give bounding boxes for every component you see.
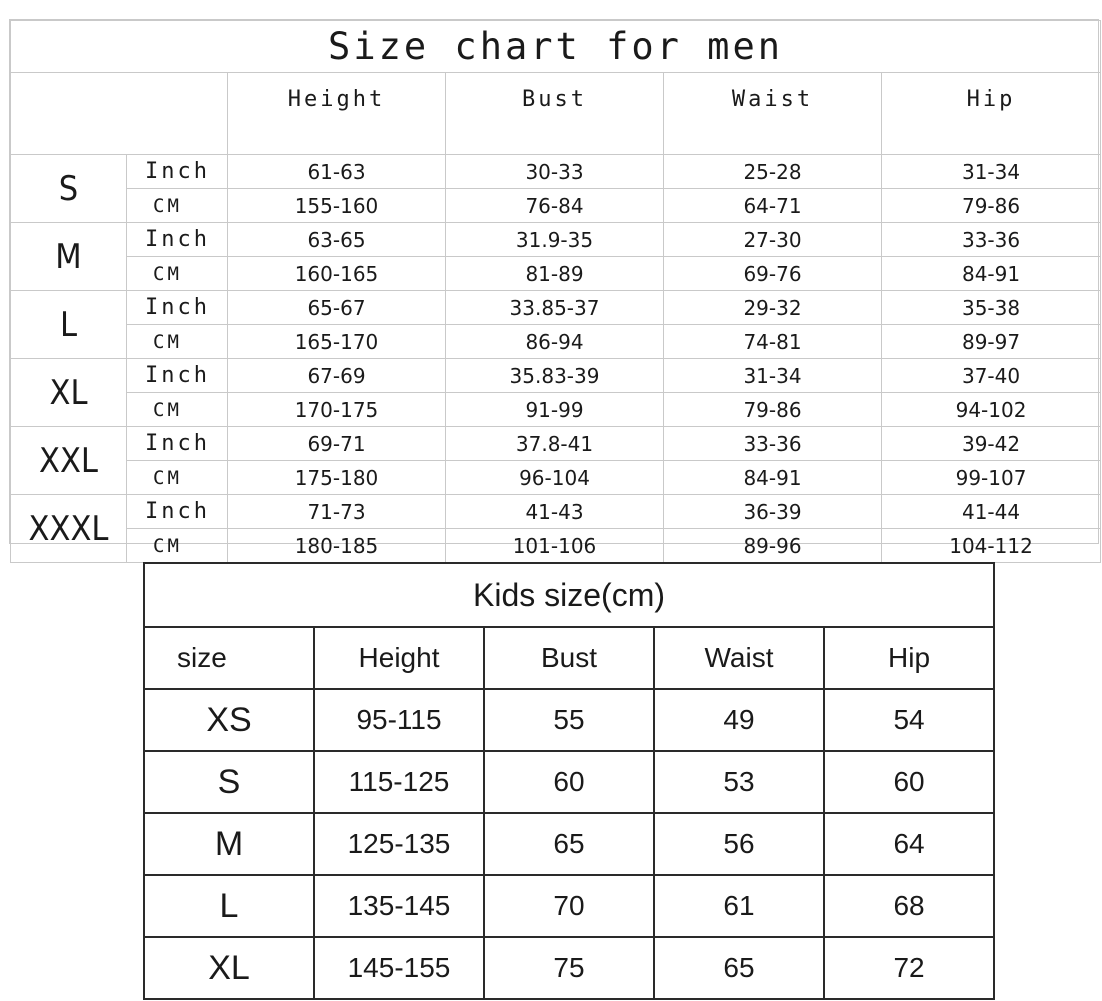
kids-height-cell: 145-155	[314, 937, 484, 999]
men-bust-cm-cell: 101-106	[446, 529, 664, 563]
men-bust-inch-cell: 35.83-39	[446, 359, 664, 393]
men-size-label: XXL	[11, 427, 127, 495]
kids-size-cell: M	[144, 813, 314, 875]
men-waist-cm-cell: 79-86	[664, 393, 882, 427]
men-waist-inch-cell: 25-28	[664, 155, 882, 189]
men-row-cm	[11, 257, 1101, 291]
kids-header-hip: Hip	[824, 627, 994, 689]
men-height-cm-cell: 175-180	[228, 461, 446, 495]
kids-hip-cell: 64	[824, 813, 994, 875]
men-header-hip: Hip	[882, 73, 1101, 155]
men-row-cm	[11, 393, 1101, 427]
men-unit-inch: Inch	[127, 155, 228, 189]
men-height-inch-cell: 69-71	[228, 427, 446, 461]
men-header-bust: Bust	[446, 73, 664, 155]
men-bust-cm-cell: 81-89	[446, 257, 664, 291]
kids-waist-cell: 49	[654, 689, 824, 751]
kids-bust-cell: 60	[484, 751, 654, 813]
men-hip-inch-cell: 35-38	[882, 291, 1101, 325]
men-height-inch-cell: 65-67	[228, 291, 446, 325]
men-unit-cm: CM	[127, 189, 228, 223]
men-unit-cm: CM	[127, 461, 228, 495]
kids-size-cell: L	[144, 875, 314, 937]
men-bust-cm-cell: 91-99	[446, 393, 664, 427]
men-height-cm-cell: 160-165	[228, 257, 446, 291]
men-waist-inch-cell: 31-34	[664, 359, 882, 393]
kids-bust-cell: 65	[484, 813, 654, 875]
men-unit-cm: CM	[127, 393, 228, 427]
kids-table-row	[144, 813, 994, 875]
men-hip-cm-cell: 89-97	[882, 325, 1101, 359]
men-row-cm	[11, 529, 1101, 563]
men-size-chart	[9, 19, 1099, 558]
men-bust-inch-cell: 31.9-35	[446, 223, 664, 257]
men-header-height: Height	[228, 73, 446, 155]
men-unit-inch: Inch	[127, 223, 228, 257]
men-row-cm	[11, 189, 1101, 223]
men-hip-inch-cell: 39-42	[882, 427, 1101, 461]
men-bust-cm-cell: 76-84	[446, 189, 664, 223]
men-header-waist: Waist	[664, 73, 882, 155]
kids-header-size: size	[144, 627, 314, 689]
kids-header-bust: Bust	[484, 627, 654, 689]
men-row-cm	[11, 461, 1101, 495]
men-size-label: M	[11, 223, 127, 291]
men-height-inch-cell: 67-69	[228, 359, 446, 393]
men-waist-cm-cell: 89-96	[664, 529, 882, 563]
men-waist-inch-cell: 27-30	[664, 223, 882, 257]
men-header-blank	[11, 73, 228, 155]
kids-table-row	[144, 751, 994, 813]
men-height-inch-cell: 63-65	[228, 223, 446, 257]
men-unit-inch: Inch	[127, 359, 228, 393]
men-unit-cm: CM	[127, 325, 228, 359]
men-unit-cm: CM	[127, 257, 228, 291]
men-row-inch	[11, 427, 1101, 461]
men-waist-cm-cell: 64-71	[664, 189, 882, 223]
men-row-inch	[11, 155, 1101, 189]
kids-size-cell: S	[144, 751, 314, 813]
kids-bust-cell: 75	[484, 937, 654, 999]
kids-table-row	[144, 937, 994, 999]
men-bust-inch-cell: 37.8-41	[446, 427, 664, 461]
men-unit-cm: CM	[127, 529, 228, 563]
men-hip-cm-cell: 104-112	[882, 529, 1101, 563]
kids-bust-cell: 70	[484, 875, 654, 937]
men-hip-cm-cell: 99-107	[882, 461, 1101, 495]
kids-height-cell: 135-145	[314, 875, 484, 937]
kids-hip-cell: 60	[824, 751, 994, 813]
men-hip-inch-cell: 41-44	[882, 495, 1101, 529]
men-bust-inch-cell: 41-43	[446, 495, 664, 529]
kids-waist-cell: 61	[654, 875, 824, 937]
men-height-cm-cell: 170-175	[228, 393, 446, 427]
men-hip-inch-cell: 37-40	[882, 359, 1101, 393]
men-unit-inch: Inch	[127, 291, 228, 325]
kids-size-table	[143, 562, 995, 1000]
men-size-label: L	[11, 291, 127, 359]
men-waist-cm-cell: 84-91	[664, 461, 882, 495]
men-waist-cm-cell: 69-76	[664, 257, 882, 291]
kids-height-cell: 125-135	[314, 813, 484, 875]
kids-hip-cell: 72	[824, 937, 994, 999]
men-waist-cm-cell: 74-81	[664, 325, 882, 359]
men-hip-inch-cell: 33-36	[882, 223, 1101, 257]
men-row-inch	[11, 223, 1101, 257]
kids-chart-title: Kids size(cm)	[144, 563, 994, 627]
kids-height-cell: 95-115	[314, 689, 484, 751]
men-hip-cm-cell: 94-102	[882, 393, 1101, 427]
kids-header-waist: Waist	[654, 627, 824, 689]
kids-waist-cell: 53	[654, 751, 824, 813]
men-hip-cm-cell: 79-86	[882, 189, 1101, 223]
kids-size-chart	[143, 562, 993, 997]
men-waist-inch-cell: 29-32	[664, 291, 882, 325]
men-bust-inch-cell: 30-33	[446, 155, 664, 189]
men-row-inch	[11, 495, 1101, 529]
men-height-inch-cell: 61-63	[228, 155, 446, 189]
kids-size-cell: XS	[144, 689, 314, 751]
men-unit-inch: Inch	[127, 427, 228, 461]
men-bust-inch-cell: 33.85-37	[446, 291, 664, 325]
men-row-inch	[11, 291, 1101, 325]
men-size-label: S	[11, 155, 127, 223]
kids-hip-cell: 54	[824, 689, 994, 751]
men-bust-cm-cell: 96-104	[446, 461, 664, 495]
kids-waist-cell: 65	[654, 937, 824, 999]
kids-table-row	[144, 689, 994, 751]
men-row-cm	[11, 325, 1101, 359]
men-height-cm-cell: 180-185	[228, 529, 446, 563]
men-size-label: XL	[11, 359, 127, 427]
kids-header-height: Height	[314, 627, 484, 689]
kids-size-cell: XL	[144, 937, 314, 999]
men-height-cm-cell: 165-170	[228, 325, 446, 359]
men-height-inch-cell: 71-73	[228, 495, 446, 529]
men-height-cm-cell: 155-160	[228, 189, 446, 223]
men-chart-title: Size chart for men	[11, 21, 1101, 73]
men-waist-inch-cell: 36-39	[664, 495, 882, 529]
kids-bust-cell: 55	[484, 689, 654, 751]
kids-waist-cell: 56	[654, 813, 824, 875]
men-waist-inch-cell: 33-36	[664, 427, 882, 461]
men-hip-inch-cell: 31-34	[882, 155, 1101, 189]
kids-hip-cell: 68	[824, 875, 994, 937]
kids-table-row	[144, 875, 994, 937]
kids-height-cell: 115-125	[314, 751, 484, 813]
men-row-inch	[11, 359, 1101, 393]
men-unit-inch: Inch	[127, 495, 228, 529]
men-size-label: XXXL	[11, 495, 127, 563]
men-hip-cm-cell: 84-91	[882, 257, 1101, 291]
men-size-table	[10, 20, 1101, 563]
men-bust-cm-cell: 86-94	[446, 325, 664, 359]
